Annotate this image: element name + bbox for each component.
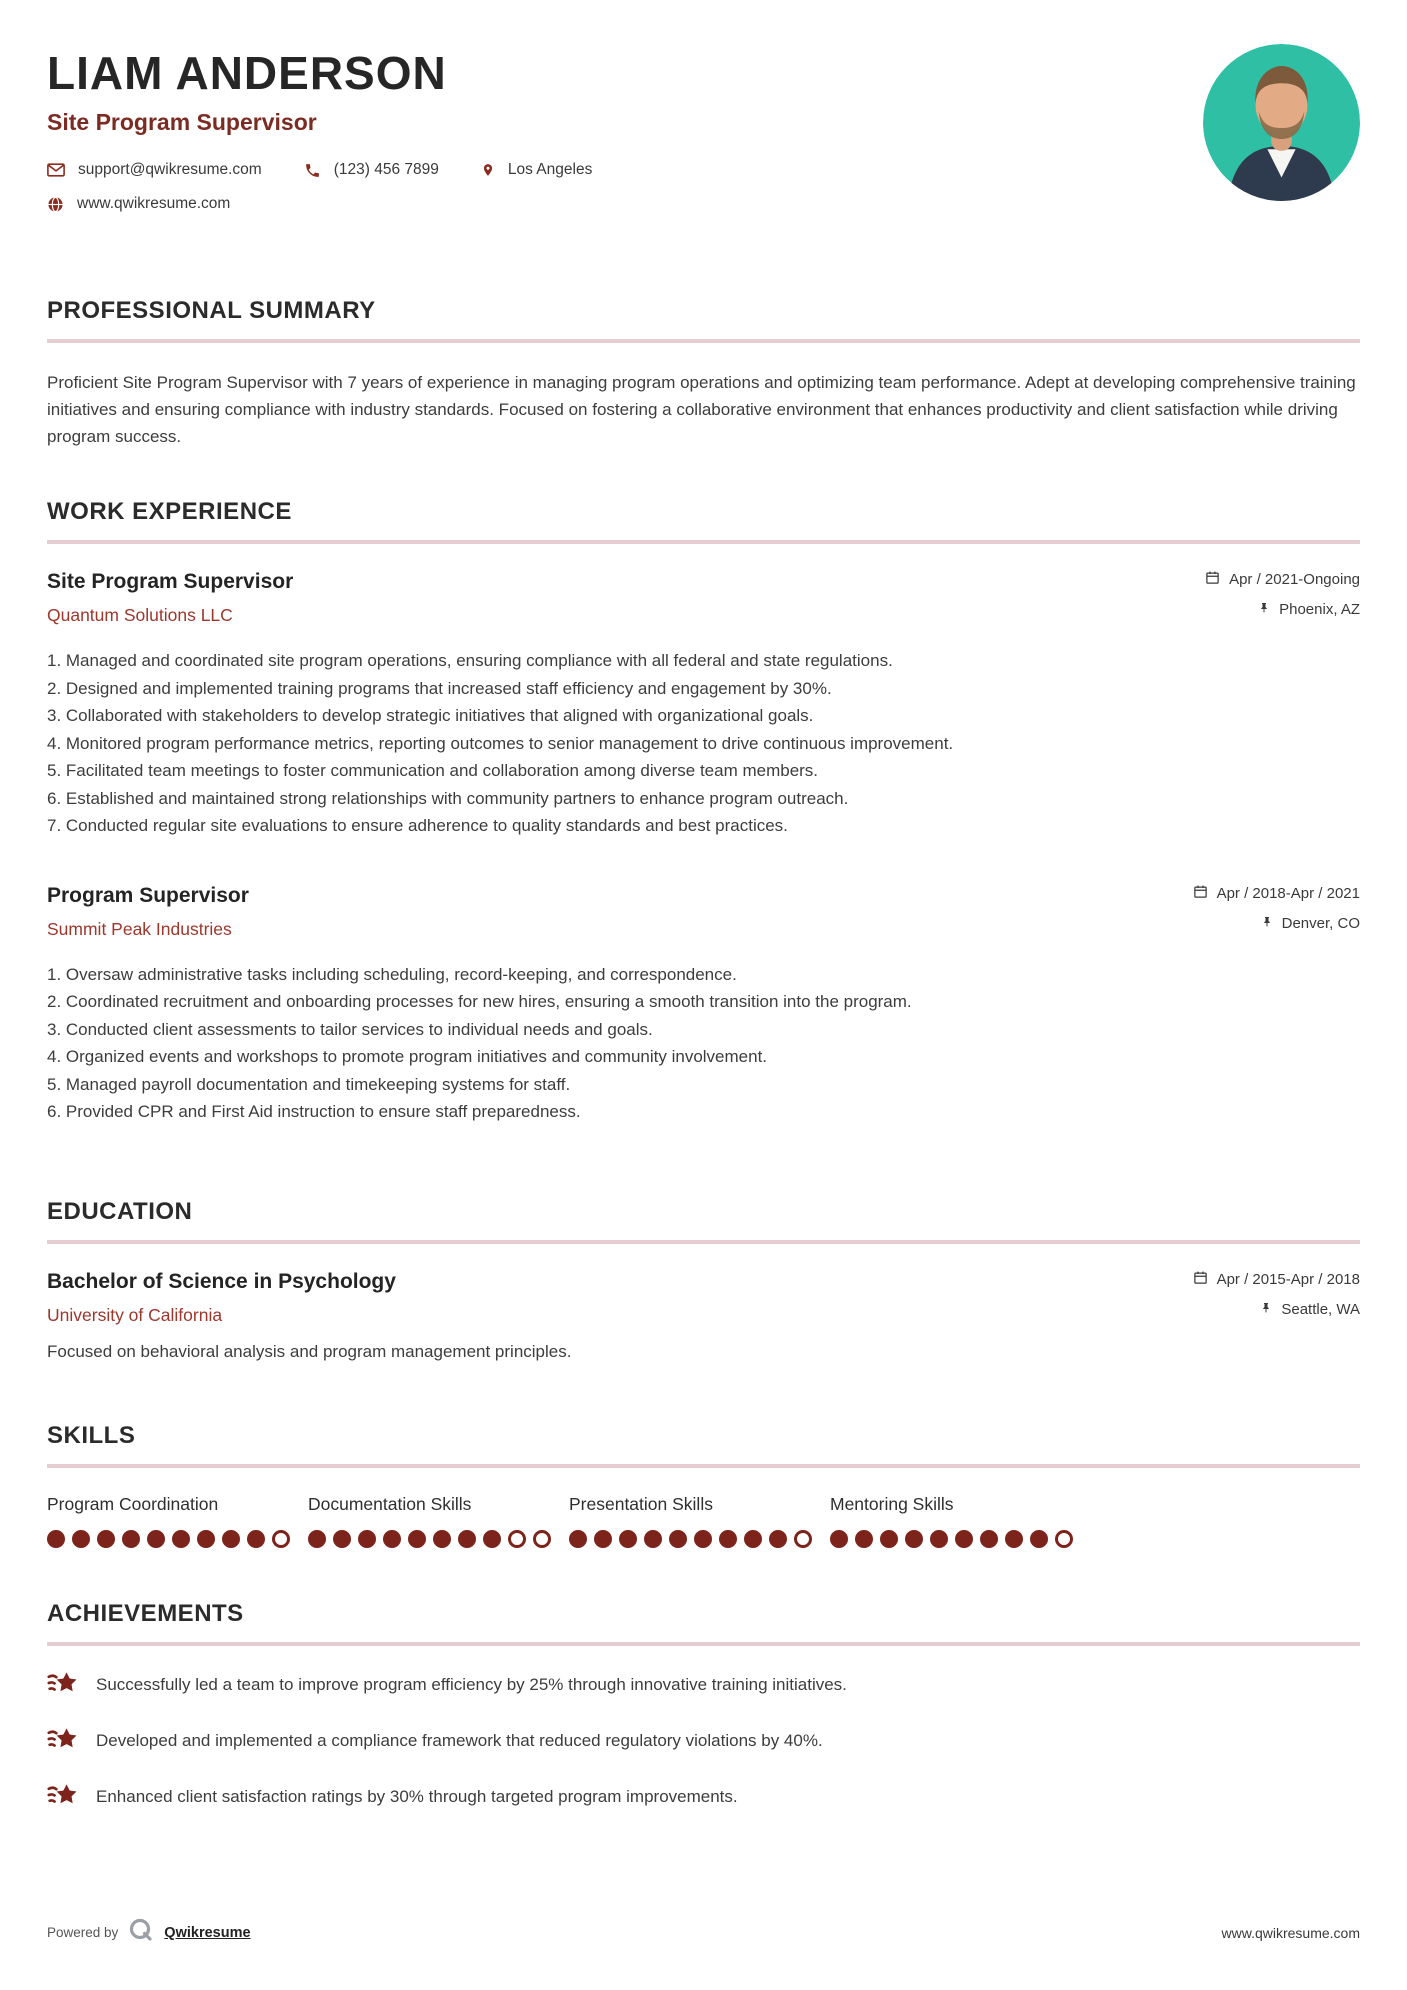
contact-email xyxy=(47,161,262,179)
skill-dot xyxy=(222,1530,240,1548)
skill-item xyxy=(830,1494,1091,1548)
contact-phone xyxy=(304,161,439,179)
section-achievements xyxy=(47,1600,1360,1814)
skill-dot xyxy=(669,1530,687,1548)
education-entry xyxy=(47,1270,1360,1362)
job-location: Denver, CO xyxy=(1281,914,1360,932)
contact-location xyxy=(481,161,592,179)
skill-rating-dots xyxy=(47,1530,308,1548)
skill-dot xyxy=(694,1530,712,1548)
section-education xyxy=(47,1198,1360,1362)
skill-dot xyxy=(147,1530,165,1548)
job-bullet: 7. Conducted regular site evaluations to ensure adherence to quality standards and best practices. xyxy=(47,816,788,835)
job-entry xyxy=(47,570,1360,840)
job-bullet: 2. Coordinated recruitment and onboarding processes for new hires, ensuring a smooth transition into the program. xyxy=(47,992,912,1011)
job-bullet: 4. Monitored program performance metrics, reporting outcomes to senior management to drive continuous improvement. xyxy=(47,733,954,753)
skill-name: Documentation Skills xyxy=(308,1493,472,1514)
skill-dot xyxy=(830,1530,848,1548)
pushpin-icon xyxy=(1261,914,1273,933)
person-name: LIAM ANDERSON xyxy=(47,47,447,99)
skill-dot xyxy=(433,1530,451,1548)
skill-dot xyxy=(383,1530,401,1548)
skill-dot xyxy=(644,1530,662,1548)
phone-icon xyxy=(304,162,321,179)
calendar-icon xyxy=(1193,884,1208,903)
job-bullet: 4. Organized events and workshops to promote program initiatives and community involvement. xyxy=(47,1047,768,1066)
contact-website xyxy=(47,195,230,213)
skill-dot xyxy=(308,1530,326,1548)
profile-photo xyxy=(1203,44,1360,201)
skill-dot xyxy=(333,1530,351,1548)
skill-dot xyxy=(955,1530,973,1548)
skills-row xyxy=(47,1494,1360,1548)
job-date: Apr / 2021-Ongoing xyxy=(1229,571,1360,588)
skill-rating-dots xyxy=(569,1530,830,1548)
skill-dot xyxy=(247,1530,265,1548)
achievement-text: Successfully led a team to improve program efficiency by 25% through innovative training initiatives. xyxy=(96,1675,847,1694)
skill-dot xyxy=(483,1530,501,1548)
skill-dot xyxy=(744,1530,762,1548)
achievement-text: Developed and implemented a compliance framework that reduced regulatory violations by 40%. xyxy=(96,1731,823,1750)
skill-dot xyxy=(272,1530,290,1548)
section-divider xyxy=(47,1240,1360,1244)
job-title: Program Supervisor xyxy=(47,883,249,907)
job-meta xyxy=(1205,570,1360,619)
job-bullet: 6. Established and maintained strong relationships with community partners to enhance program outreach. xyxy=(47,788,849,808)
job-bullet: 3. Collaborated with stakeholders to develop strategic initiatives that aligned with organizational goals. xyxy=(47,706,814,725)
job-head xyxy=(47,884,1360,940)
job-bullet: 1. Oversaw administrative tasks including scheduling, record-keeping, and correspondence. xyxy=(47,964,737,984)
skill-item xyxy=(569,1494,830,1548)
person-job-title: Site Program Supervisor xyxy=(47,109,317,135)
section-heading: ACHIEVEMENTS xyxy=(47,1599,244,1627)
section-skills xyxy=(47,1422,1360,1548)
job-bullets xyxy=(47,961,1360,1126)
skill-dot xyxy=(619,1530,637,1548)
calendar-icon xyxy=(1205,570,1220,589)
skill-name: Presentation Skills xyxy=(569,1493,713,1514)
email-text[interactable]: support@qwikresume.com xyxy=(78,161,262,178)
globe-icon xyxy=(47,196,64,213)
education-degree-school xyxy=(47,1270,396,1326)
shooting-star-icon xyxy=(47,1669,79,1702)
job-title: Site Program Supervisor xyxy=(47,570,294,593)
section-heading: WORK EXPERIENCE xyxy=(47,498,292,525)
section-divider xyxy=(47,1464,1360,1468)
skill-dot xyxy=(533,1530,551,1548)
skill-dot xyxy=(458,1530,476,1548)
job-bullets xyxy=(47,647,1360,840)
job-bullet: 3. Conducted client assessments to tailor services to individual needs and goals. xyxy=(47,1019,653,1039)
skill-dot xyxy=(508,1530,526,1548)
education-degree: Bachelor of Science in Psychology xyxy=(47,1269,396,1293)
shooting-star-icon xyxy=(47,1781,79,1814)
pushpin-icon xyxy=(1260,1300,1272,1319)
summary-text: Proficient Site Program Supervisor with 7 years of experience in managing program operations and optimizing team performance. Adept at developing comprehensive training initiatives and ensuring compliance with industry standards. Focused on fostering a collaborative environment that enhances productivity and client satisfaction while driving program success. xyxy=(47,373,1356,446)
job-bullet: 6. Provided CPR and First Aid instruction to ensure staff preparedness. xyxy=(47,1102,581,1121)
education-location-line xyxy=(1193,1300,1360,1319)
skill-item xyxy=(308,1494,569,1548)
skill-dot xyxy=(905,1530,923,1548)
job-bullet: 5. Managed payroll documentation and timekeeping systems for staff. xyxy=(47,1074,571,1094)
skill-dot xyxy=(855,1530,873,1548)
header xyxy=(47,0,1360,213)
job-head xyxy=(47,570,1360,626)
footer-website-link[interactable]: www.qwikresume.com xyxy=(1221,1924,1360,1941)
skill-dot xyxy=(1030,1530,1048,1548)
skill-dot xyxy=(197,1530,215,1548)
skill-dot xyxy=(769,1530,787,1548)
skill-rating-dots xyxy=(830,1530,1091,1548)
section-heading: EDUCATION xyxy=(47,1197,193,1225)
skill-rating-dots xyxy=(308,1530,569,1548)
achievement-item xyxy=(47,1669,1360,1702)
section-heading: PROFESSIONAL SUMMARY xyxy=(47,297,376,324)
qwikresume-brand-link[interactable]: Qwikresume xyxy=(164,1924,251,1941)
skill-dot xyxy=(980,1530,998,1548)
skill-dot xyxy=(794,1530,812,1548)
shooting-star-icon xyxy=(47,1725,79,1758)
skill-dot xyxy=(930,1530,948,1548)
section-divider xyxy=(47,1642,1360,1646)
footer xyxy=(47,1917,1360,1948)
job-bullet: 2. Designed and implemented training programs that increased staff efficiency and engagement by 30%. xyxy=(47,678,832,698)
skill-dot xyxy=(569,1530,587,1548)
achievement-text: Enhanced client satisfaction ratings by 30% through targeted program improvements. xyxy=(96,1787,738,1806)
education-date: Apr / 2015-Apr / 2018 xyxy=(1216,1270,1360,1288)
job-title-company xyxy=(47,570,293,626)
achievement-item xyxy=(47,1781,1360,1814)
education-date-line xyxy=(1193,1270,1360,1289)
section-divider xyxy=(47,339,1360,343)
job-location-line xyxy=(1193,914,1360,933)
job-title-company xyxy=(47,884,249,940)
skill-dot xyxy=(72,1530,90,1548)
skill-dot xyxy=(719,1530,737,1548)
skill-dot xyxy=(1005,1530,1023,1548)
job-meta xyxy=(1193,884,1360,933)
job-bullet: 5. Facilitated team meetings to foster communication and collaboration among diverse team members. xyxy=(47,761,819,780)
job-location-line xyxy=(1205,600,1360,619)
skill-dot xyxy=(358,1530,376,1548)
section-work-experience xyxy=(47,498,1360,1126)
education-location: Seattle, WA xyxy=(1281,1300,1360,1318)
skill-dot xyxy=(1055,1530,1073,1548)
skill-dot xyxy=(122,1530,140,1548)
location-text: Los Angeles xyxy=(507,161,593,178)
website-row xyxy=(47,195,1360,213)
job-company: Summit Peak Industries xyxy=(47,918,232,939)
education-description: Focused on behavioral analysis and program management principles. xyxy=(47,1341,572,1361)
skill-dot xyxy=(594,1530,612,1548)
qwikresume-logo-icon xyxy=(128,1917,154,1948)
pushpin-icon xyxy=(1258,600,1270,619)
skill-dot xyxy=(47,1530,65,1548)
job-date-line xyxy=(1205,570,1360,589)
job-bullet: 1. Managed and coordinated site program operations, ensuring compliance with all federal and state regulations. xyxy=(47,651,893,670)
powered-by-label: Powered by xyxy=(47,1925,119,1940)
job-company: Quantum Solutions LLC xyxy=(47,605,233,625)
section-heading: SKILLS xyxy=(47,1421,136,1449)
job-entry xyxy=(47,884,1360,1126)
achievement-item xyxy=(47,1725,1360,1758)
skill-dot xyxy=(172,1530,190,1548)
skill-name: Program Coordination xyxy=(47,1493,219,1514)
education-head xyxy=(47,1270,1360,1326)
job-date-line xyxy=(1193,884,1360,903)
skill-name: Mentoring Skills xyxy=(830,1493,954,1514)
location-pin-icon xyxy=(481,161,495,179)
email-icon xyxy=(47,163,65,177)
skill-dot xyxy=(408,1530,426,1548)
skill-dot xyxy=(880,1530,898,1548)
skill-item xyxy=(47,1494,308,1548)
education-school: University of California xyxy=(47,1304,223,1325)
job-location: Phoenix, AZ xyxy=(1279,601,1360,618)
powered-by xyxy=(47,1917,251,1948)
section-divider xyxy=(47,540,1360,544)
skill-dot xyxy=(97,1530,115,1548)
website-text[interactable]: www.qwikresume.com xyxy=(77,195,231,212)
education-meta xyxy=(1193,1270,1360,1319)
job-date: Apr / 2018-Apr / 2021 xyxy=(1216,884,1360,902)
section-professional-summary xyxy=(47,297,1360,450)
calendar-icon xyxy=(1193,1270,1208,1289)
phone-text: (123) 456 7899 xyxy=(333,161,439,178)
contact-row xyxy=(47,161,1360,179)
